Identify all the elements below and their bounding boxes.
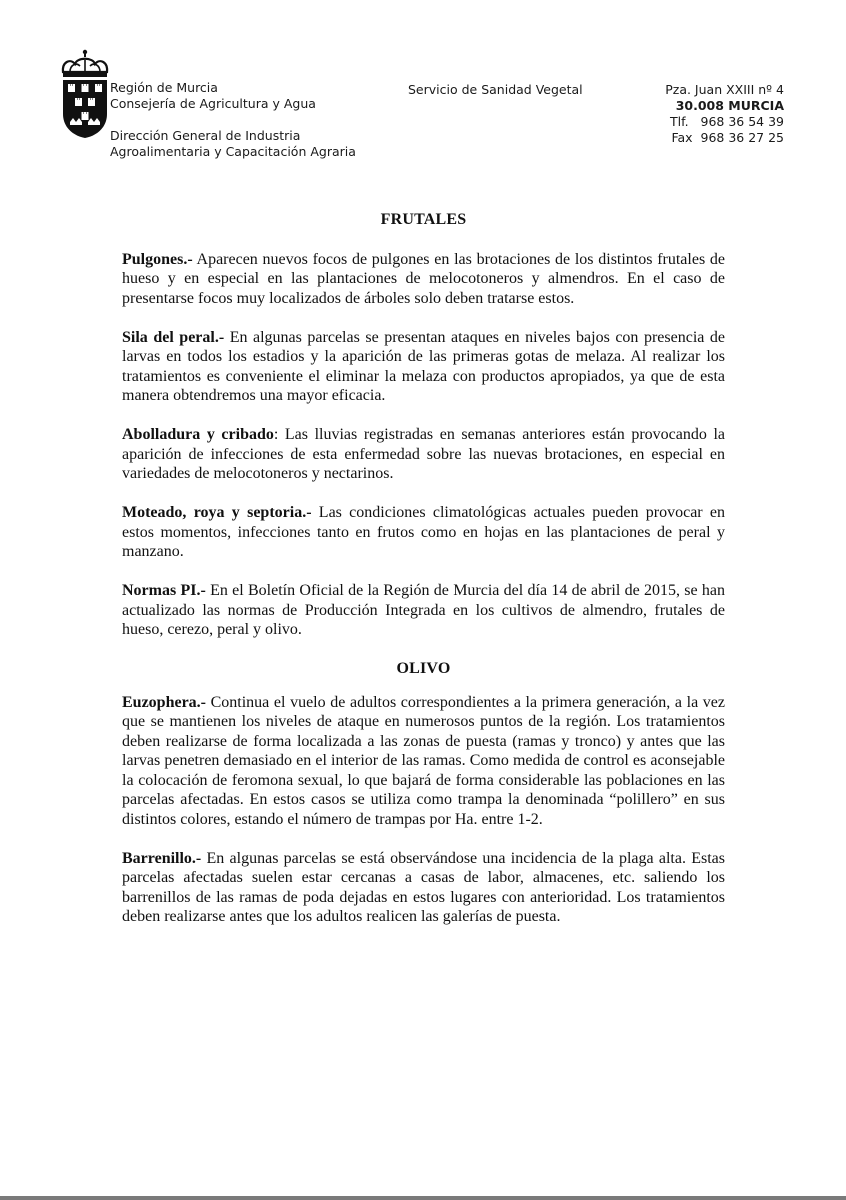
term-sila-del-peral: Sila del peral.- [122, 328, 225, 346]
organization-block [110, 80, 356, 160]
text-normas-pi: En el Boletín Oficial de la Región de Murcia del día 14 de abril de 2015, se han actualizado las normas de Producción Integrada en los cultivos de almendro, frutales de hueso, cerezo, peral y olivo. [122, 582, 725, 638]
letterhead [0, 0, 846, 170]
text-moteado: Las condiciones climatológicas actuales pueden provocar en estos momentos, infecciones tanto en frutos como en hojas en las plantaciones de peral y manzano. [122, 504, 725, 560]
term-abolladura: Abolladura y cribado [122, 426, 274, 443]
paragraph-pulgones [122, 250, 725, 309]
term-moteado: Moteado, roya y septoria.- [122, 504, 312, 521]
address-block [665, 82, 784, 146]
text-sila-del-peral: En algunas parcelas se presentan ataques en niveles bajos con presencia de larvas en todos los estadios y la aparición de las primeras gotas de melaza. Al realizar los tratamientos es conveniente el eliminar la melaza con productos apropiados, ya que de esta manera obtendremos una mayor eficacia. [122, 328, 726, 404]
text-abolladura: : Las lluvias registradas en semanas anteriores están provocando la aparición de infecciones de esta enfermedad sobre las nuevas brotaciones, en especial en variedades de melocotoneros y nectarinos. [122, 426, 726, 482]
text-barrenillo: En algunas parcelas se está observándose una incidencia de la plaga alta. Estas parcelas afectadas suelen estar cercanas a casas de labor, almacenes, etc. saliendo los barrenillos de las ramas de poda dejadas en estos lugares con anterioridad. Los tratamientos deben realizarse antes que los adultos realicen las galerías de puesta. [122, 849, 725, 925]
org-region: Región de Murcia [110, 80, 218, 95]
paragraph-sila-del-peral [122, 328, 725, 406]
bulletin-body [122, 210, 725, 946]
paragraph-normas-pi [122, 581, 725, 640]
service-name: Servicio de Sanidad Vegetal [408, 82, 583, 97]
page-bottom-edge [0, 1196, 846, 1200]
org-directorate-cont: Agroalimentaria y Capacitación Agraria [110, 144, 356, 159]
paragraph-abolladura [122, 425, 725, 484]
paragraph-euzophera [122, 693, 725, 830]
org-directorate: Dirección General de Industria [110, 128, 301, 143]
term-normas-pi: Normas PI.- [122, 582, 206, 599]
address-street: Pza. Juan XXIII nº 4 [665, 82, 784, 97]
paragraph-barrenillo [122, 849, 725, 927]
term-pulgones: Pulgones.- [122, 250, 193, 268]
term-euzophera: Euzophera.- [122, 693, 206, 711]
address-city: 30.008 MURCIA [675, 98, 784, 113]
text-euzophera: Continua el vuelo de adultos correspondientes a la primera generación, a la vez que se mantienen los niveles de ataque en numerosos puntos de la región. Los tratamientos deben realizarse de forma localizada a las zonas de puesta (ramas y tronco) y antes que las larvas penetren demasiado en el interior de las ramas. Como medida de control es aconsejable la colocación de feromona sexual, lo que bajará de forma considerable las poblaciones en las parcelas afectadas. En estos casos se utiliza como trampa la denominada “polillero” en sus distintos colores, estando el número de trampas por Ha. entre 1-2. [122, 693, 725, 828]
section-title-frutales: FRUTALES [380, 211, 467, 228]
address-fax: Fax 968 36 27 25 [671, 130, 784, 145]
org-ministry: Consejería de Agricultura y Agua [110, 96, 316, 111]
region-murcia-crest-icon [60, 48, 110, 140]
section-title-olivo: OLIVO [396, 660, 451, 677]
paragraph-moteado [122, 503, 725, 562]
address-phone: Tlf. 968 36 54 39 [670, 114, 784, 129]
term-barrenillo: Barrenillo.- [122, 849, 202, 867]
text-pulgones: Aparecen nuevos focos de pulgones en las brotaciones de los distintos frutales de hueso y en especial en las plantaciones de melocotoneros y almendros. En el caso de presentarse focos muy localizados de árboles solo deben tratarse estos. [122, 250, 725, 307]
